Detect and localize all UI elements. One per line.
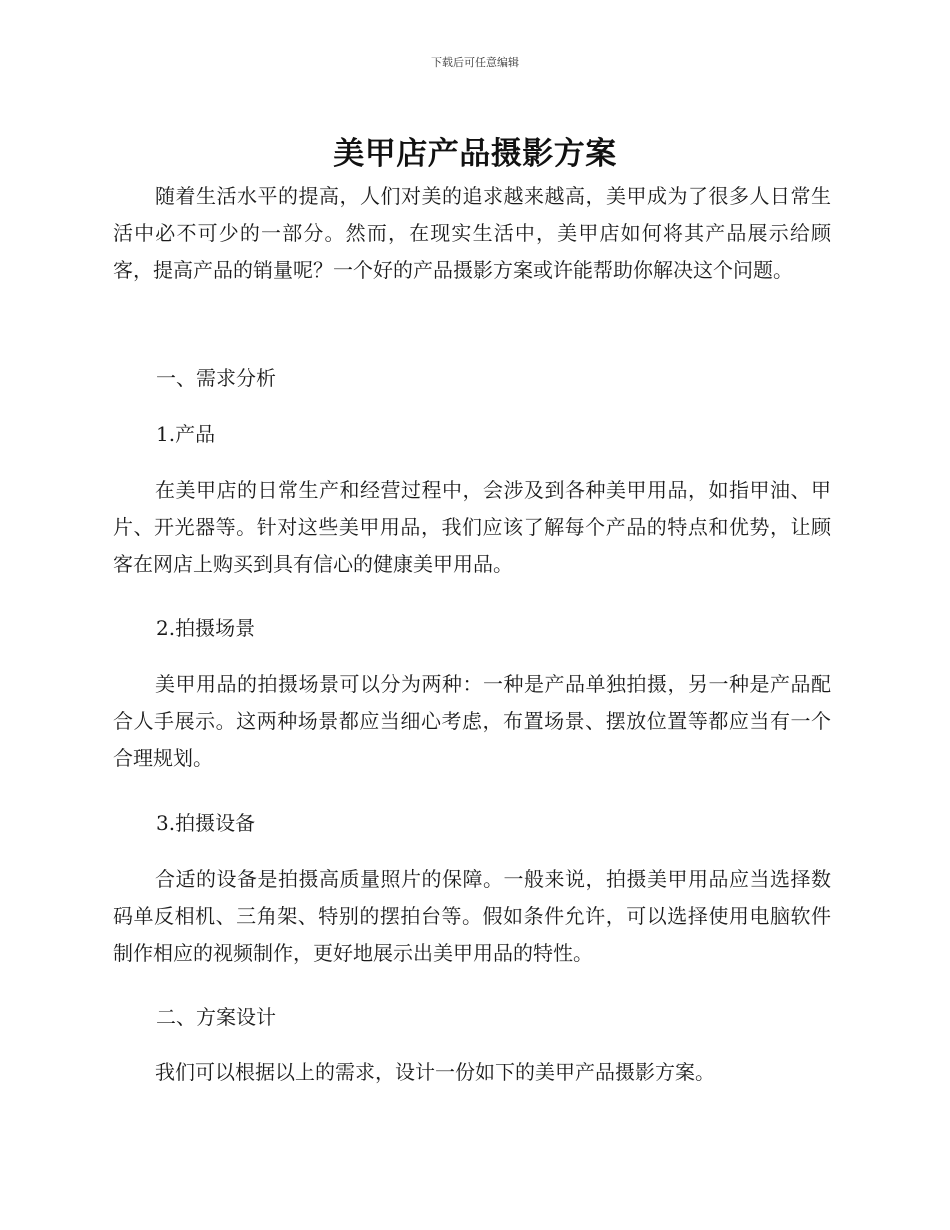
subheading-product: 1.产品 xyxy=(156,422,216,446)
paragraph-shooting-equipment: 合适的设备是拍摄高质量照片的保障。一般来说，拍摄美甲用品应当选择数码单反相机、三角架、特别的摆拍台等。假如条件允许，可以选择使用电脑软件制作相应的视频制作，更好地展示出美甲用品的特性。 xyxy=(113,867,831,965)
section-heading-plan-design: 二、方案设计 xyxy=(156,1005,276,1029)
document-title: 美甲店产品摄影方案 xyxy=(333,136,617,172)
subheading-shooting-scene: 2.拍摄场景 xyxy=(156,616,256,640)
header-note: 下载后可任意编辑 xyxy=(431,56,519,69)
paragraph-plan-design: 我们可以根据以上的需求，设计一份如下的美甲产品摄影方案。 xyxy=(155,1060,715,1084)
paragraph-shooting-scene: 美甲用品的拍摄场景可以分为两种：一种是产品单独拍摄，另一种是产品配合人手展示。这两种场景都应当细心考虑，布置场景、摆放位置等都应当有一个合理规划。 xyxy=(113,672,831,770)
intro-paragraph: 随着生活水平的提高，人们对美的追求越来越高，美甲成为了很多人日常生活中必不可少的一部分。然而，在现实生活中，美甲店如何将其产品展示给顾客，提高产品的销量呢？一个好的产品摄影方案或许能帮助你解决这个问题。 xyxy=(113,184,831,282)
section-heading-demand-analysis: 一、需求分析 xyxy=(156,366,276,390)
subheading-shooting-equipment: 3.拍摄设备 xyxy=(156,811,256,835)
paragraph-product: 在美甲店的日常生产和经营过程中，会涉及到各种美甲用品，如指甲油、甲片、开光器等。针对这些美甲用品，我们应该了解每个产品的特点和优势，让顾客在网店上购买到具有信心的健康美甲用品。 xyxy=(113,478,831,576)
